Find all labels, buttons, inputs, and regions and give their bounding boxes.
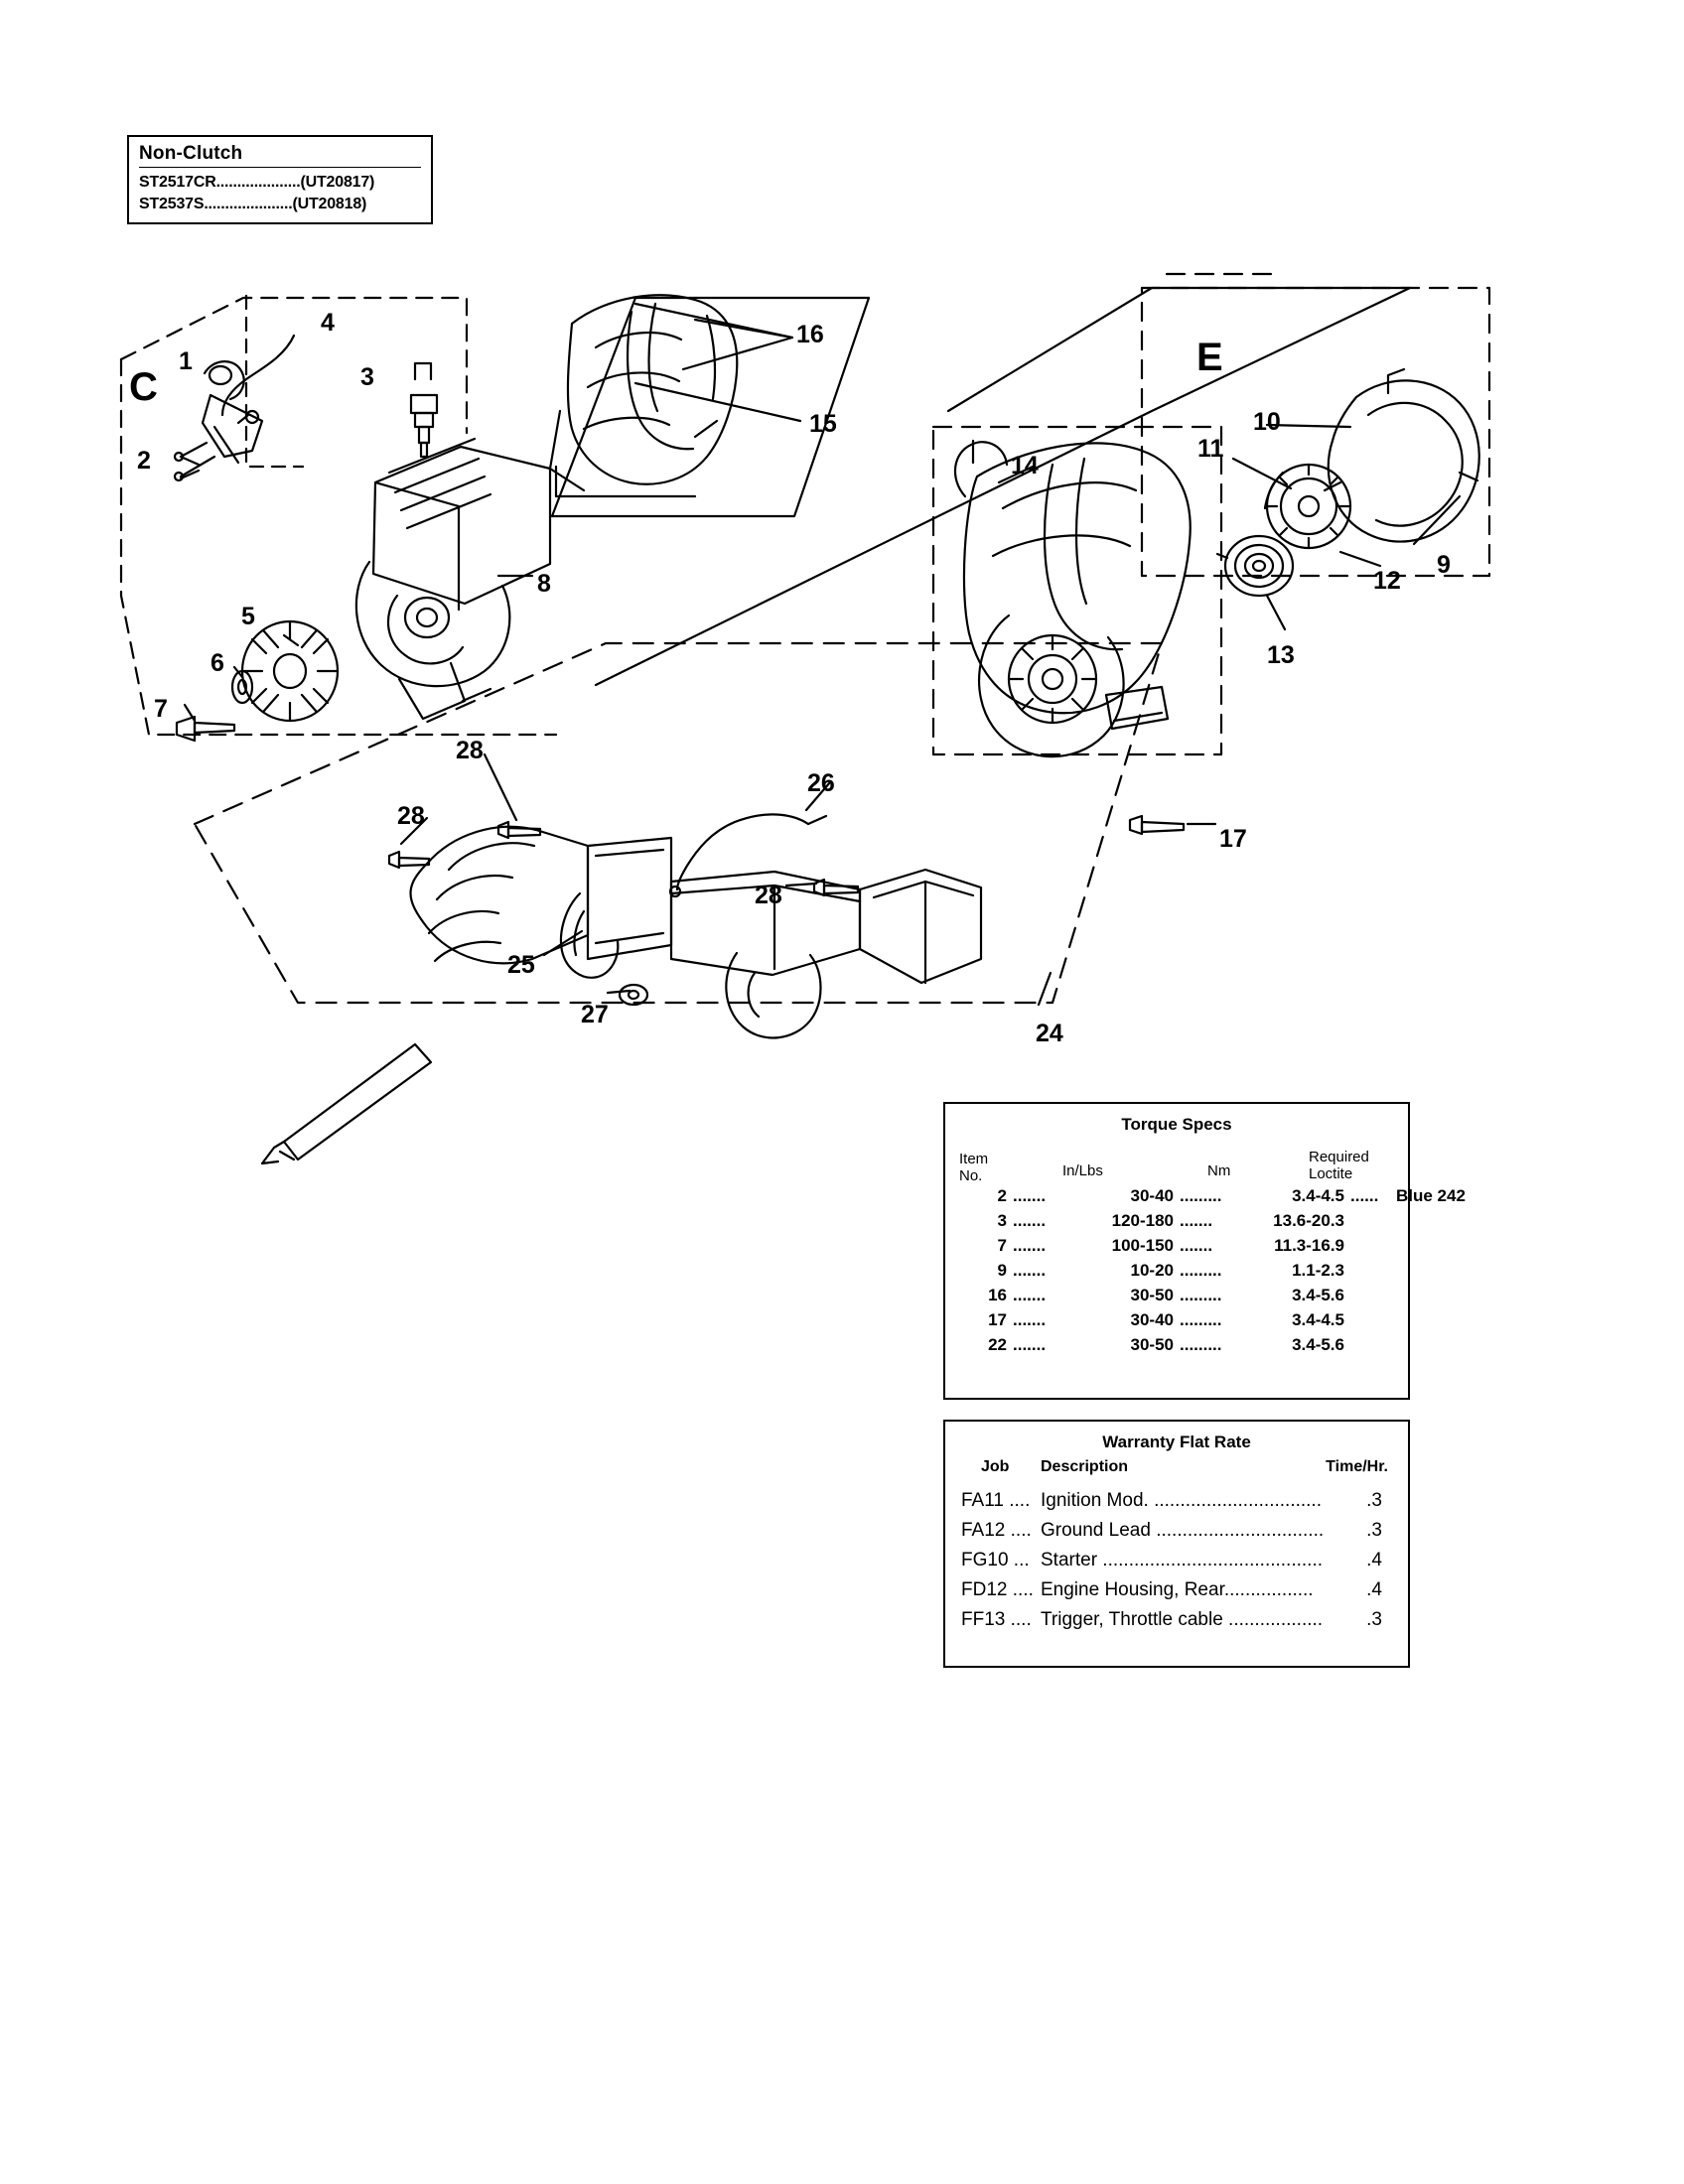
- torque-dots-2: .........: [1180, 1286, 1222, 1304]
- torque-dots-1: .......: [1013, 1261, 1047, 1280]
- torque-dots-2: .........: [1180, 1335, 1222, 1354]
- part-flywheel-bolt: [177, 717, 234, 741]
- warranty-body: [953, 1488, 1400, 1637]
- torque-nm: 13.6-20.3: [1273, 1211, 1344, 1230]
- leader-lines: [181, 425, 1460, 1005]
- callout-15: 15: [809, 410, 837, 438]
- torque-inlbs: 30-40: [1130, 1186, 1174, 1205]
- part-starter-cover: [1325, 369, 1479, 542]
- group-boundary-e: [1142, 288, 1489, 579]
- warranty-job: FA12 ....: [961, 1520, 1032, 1541]
- torque-nm: 3.4-5.6: [1292, 1335, 1344, 1354]
- torque-item: 3: [997, 1211, 1007, 1230]
- torque-row: [959, 1284, 1394, 1308]
- torque-header-item: [959, 1151, 988, 1185]
- model-name-1: ST2517CR: [139, 174, 216, 191]
- torque-dots-1: .......: [1013, 1310, 1047, 1329]
- callout-9: 9: [1437, 551, 1451, 579]
- torque-header-item-line2: No.: [959, 1167, 983, 1185]
- warranty-flat-rate-table: [943, 1420, 1410, 1668]
- model-title-box: [127, 135, 433, 224]
- torque-dots-1: .......: [1013, 1335, 1047, 1354]
- part-screws-28: [389, 822, 858, 895]
- torque-row: [959, 1259, 1394, 1284]
- torque-nm: 1.1-2.3: [1292, 1261, 1344, 1280]
- warranty-job: FF13 ....: [961, 1609, 1032, 1630]
- warranty-time: .4: [1366, 1550, 1382, 1570]
- torque-header-loctite-line1: Required: [1309, 1149, 1369, 1165]
- torque-inlbs: 10-20: [1130, 1261, 1174, 1280]
- torque-dots-2: .......: [1180, 1211, 1213, 1230]
- torque-dots-2: .........: [1180, 1310, 1222, 1329]
- warranty-header-desc: Description: [1041, 1458, 1129, 1475]
- torque-nm: 3.4-4.5: [1292, 1310, 1344, 1329]
- torque-item: 16: [988, 1286, 1007, 1304]
- callout-4: 4: [321, 309, 335, 337]
- callout-17: 17: [1219, 825, 1247, 853]
- warranty-header-row: [953, 1458, 1400, 1484]
- torque-header-loctite: [1309, 1149, 1369, 1183]
- torque-dots-2: .......: [1180, 1236, 1213, 1255]
- torque-specs-header-row: [959, 1135, 1394, 1185]
- warranty-row: [953, 1577, 1400, 1607]
- callout-24: 24: [1036, 1020, 1063, 1047]
- part-shaft-tube: [262, 1044, 431, 1163]
- warranty-time: .3: [1366, 1490, 1382, 1511]
- torque-item: 2: [997, 1186, 1007, 1205]
- callout-6: 6: [210, 649, 224, 677]
- warranty-time: .3: [1366, 1609, 1382, 1630]
- model-line-1: [139, 172, 421, 194]
- model-line-2: [139, 194, 421, 215]
- part-ground-lead: [222, 336, 294, 423]
- part-spark-plug: [411, 363, 437, 457]
- torque-item: 9: [997, 1261, 1007, 1280]
- torque-row: [959, 1209, 1394, 1234]
- callout-12: 12: [1373, 567, 1401, 595]
- callout-16: 16: [796, 321, 824, 348]
- part-screw-17: [1130, 816, 1184, 834]
- torque-row: [959, 1234, 1394, 1259]
- torque-item: 7: [997, 1236, 1007, 1255]
- torque-inlbs: 100-150: [1111, 1236, 1174, 1255]
- callout-11: 11: [1197, 435, 1224, 463]
- torque-specs-title: Torque Specs: [1121, 1115, 1232, 1134]
- part-engine-assembly: [356, 439, 550, 719]
- group-boundary-24: [195, 643, 1162, 1003]
- model-dots-1: ....................: [215, 174, 301, 191]
- torque-header-inlbs: In/Lbs: [1062, 1162, 1103, 1179]
- callout-10: 10: [1253, 408, 1281, 436]
- warranty-job: FD12 ....: [961, 1579, 1034, 1600]
- warranty-job: FA11 ....: [961, 1490, 1031, 1511]
- callout-28-b: 28: [397, 802, 425, 830]
- callout-13: 13: [1267, 641, 1295, 669]
- warranty-job: FG10 ...: [961, 1550, 1030, 1570]
- part-flywheel: [242, 621, 338, 721]
- warranty-header-job: Job: [981, 1458, 1010, 1475]
- part-washer: [232, 671, 252, 703]
- torque-dots-1: .......: [1013, 1211, 1047, 1230]
- warranty-title: Warranty Flat Rate: [1102, 1433, 1251, 1451]
- callout-25: 25: [507, 951, 535, 979]
- warranty-desc: Engine Housing, Rear.................: [1041, 1579, 1314, 1600]
- torque-dots-1: .......: [1013, 1286, 1047, 1304]
- torque-dots-2: .........: [1180, 1186, 1222, 1205]
- group-letter-c: C: [129, 365, 158, 409]
- torque-header-nm: Nm: [1207, 1162, 1231, 1179]
- torque-nm: 11.3-16.9: [1274, 1236, 1344, 1255]
- part-engine-shroud: [550, 295, 737, 490]
- torque-item: 22: [988, 1335, 1007, 1354]
- warranty-row: [953, 1518, 1400, 1548]
- callout-2: 2: [137, 447, 151, 475]
- warranty-time: .3: [1366, 1520, 1382, 1541]
- callout-3: 3: [360, 363, 374, 391]
- torque-dots-1: .......: [1013, 1236, 1047, 1255]
- model-code-1: (UT20817): [300, 174, 375, 191]
- group-boundary-rear-housing: [933, 427, 1224, 754]
- torque-header-loctite-line2: Loctite: [1309, 1165, 1353, 1183]
- callout-26: 26: [807, 769, 835, 797]
- callout-5: 5: [241, 603, 255, 630]
- callout-14: 14: [1011, 452, 1039, 479]
- callout-28-a: 28: [456, 737, 484, 764]
- part-starter-pulley: [1265, 465, 1350, 548]
- warranty-desc: Ignition Mod. ................................: [1041, 1490, 1322, 1511]
- torque-specs-body: [959, 1184, 1466, 1358]
- model-code-2: (UT20818): [292, 195, 367, 212]
- warranty-row: [953, 1607, 1400, 1637]
- torque-inlbs: 120-180: [1111, 1211, 1174, 1230]
- torque-dots-3: ......: [1350, 1186, 1379, 1205]
- callout-7: 7: [154, 695, 168, 723]
- model-name-2: ST2537S: [139, 195, 205, 212]
- torque-inlbs: 30-40: [1130, 1310, 1174, 1329]
- torque-row: [959, 1333, 1394, 1358]
- torque-specs-table: [943, 1102, 1466, 1400]
- part-ignition-module: [175, 361, 262, 480]
- torque-nm: 3.4-5.6: [1292, 1286, 1344, 1304]
- callout-8: 8: [537, 570, 551, 598]
- torque-dots-1: .......: [1013, 1186, 1047, 1205]
- callout-28-c: 28: [755, 882, 782, 909]
- torque-nm: 3.4-4.5: [1292, 1186, 1344, 1205]
- torque-dots-2: .........: [1180, 1261, 1222, 1280]
- torque-inlbs: 30-50: [1130, 1335, 1174, 1354]
- callout-1: 1: [179, 347, 193, 375]
- part-drive-handle-assembly: [411, 827, 982, 1038]
- torque-item: 17: [988, 1310, 1007, 1329]
- model-box-heading: Non-Clutch: [139, 143, 243, 164]
- warranty-row: [953, 1548, 1400, 1577]
- torque-row: [959, 1184, 1466, 1209]
- warranty-time: .4: [1366, 1579, 1382, 1600]
- group-boundary-c-inner: [246, 296, 303, 467]
- part-throttle-cable: [670, 814, 826, 896]
- warranty-desc: Starter ..........................................: [1041, 1550, 1324, 1570]
- part-rear-engine-housing: [955, 441, 1191, 756]
- warranty-desc: Trigger, Throttle cable ..................: [1041, 1609, 1324, 1630]
- torque-loctite: Blue 242: [1396, 1186, 1466, 1205]
- warranty-row: [953, 1488, 1400, 1518]
- warranty-desc: Ground Lead ................................: [1041, 1520, 1325, 1541]
- warranty-header-time: Time/Hr.: [1326, 1458, 1388, 1475]
- torque-row: [959, 1308, 1394, 1333]
- callout-27: 27: [581, 1001, 609, 1028]
- model-dots-2: .....................: [204, 195, 293, 212]
- torque-inlbs: 30-50: [1130, 1286, 1174, 1304]
- part-rewind-spring: [1217, 536, 1293, 596]
- torque-header-item-line1: Item: [959, 1151, 989, 1167]
- group-letter-e: E: [1196, 336, 1223, 379]
- model-box-divider: [139, 167, 421, 168]
